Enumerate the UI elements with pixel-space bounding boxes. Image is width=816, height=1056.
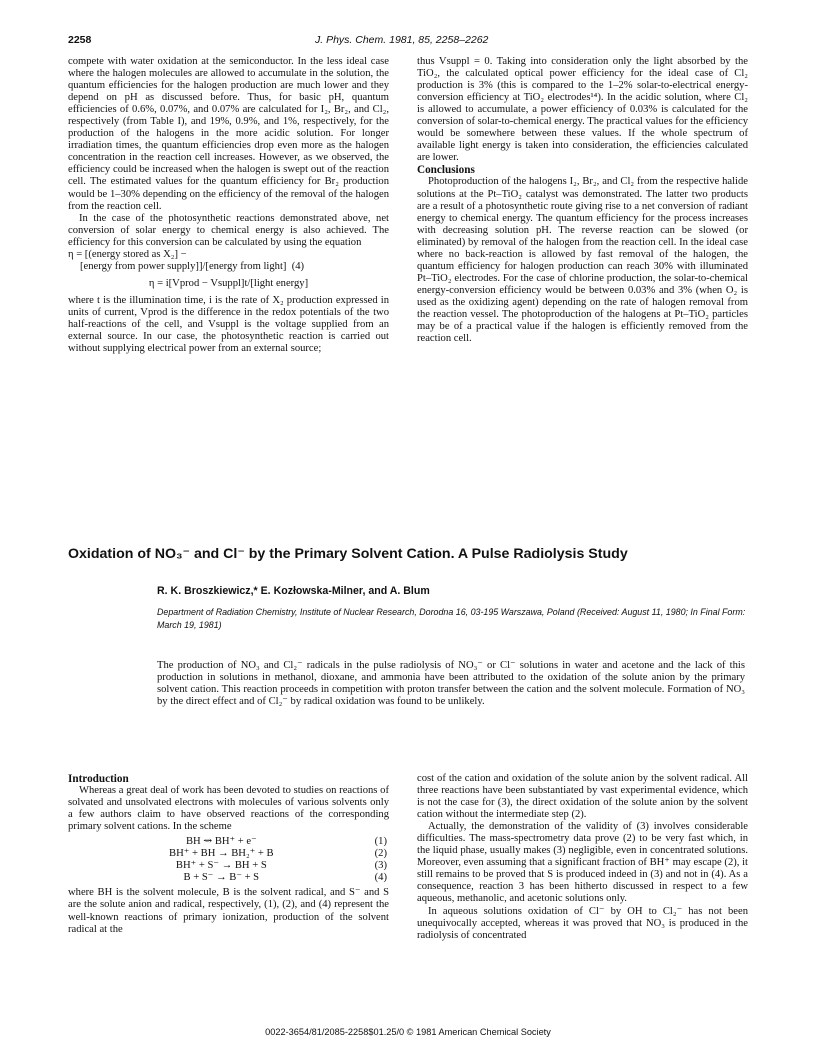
abstract: The production of NO₃ and Cl₂⁻ radicals in the pulse radiolysis of NO₃⁻ or Cl⁻ solutions in water and acetone and the lack of this production in solutions in methanol, dioxane, and ammonia have been attributed to the oxidation of the solute anion by the primary solvent cation. This reaction proceeds in competition with proton transfer between the cation and the solvent molecule. Formation of NO₃ by the direct effect and of Cl₂⁻ by radical oxidation was found to be unlikely. [157,660,745,708]
bottom-left-column [68,773,389,936]
conclusions-heading: Conclusions [417,164,475,177]
equation-4-line-2 [68,261,389,273]
paragraph: compete with water oxidation at the semiconductor. In the less ideal case where the halogen molecules are allowed to accumulate in the solution, the quantum efficiencies for the halogen production are much lower and they depend on pH as discussed before. Thus, for basic pH, quantum efficiencies of 0.6%, 0.07%, and 0.07% are calculated for I₂, Br₂, and Cl₂, respectively (from Table I), and 19%, 0.9%, and 1%, respectively, for the production of the halogens in the more acidic solution. For longer irradiation times, the quantum efficiencies drop even more as the halogen concentration in the reaction cell increases. However, as we observed, the efficiency could be increased when the halogen is swept out of the reaction cell. The estimated values for the quantum efficiency for Br₂ production would be 1–30% depending on the efficiency of the removal of the halogen from the reaction cell. [68,56,389,212]
copyright-footer: 0022-3654/81/2085-2258$01.25/0 © 1981 American Chemical Society [265,1027,551,1037]
page-number: 2258 [68,34,92,46]
paragraph: thus Vsuppl = 0. Taking into consideration only the light absorbed by the TiO₂, the calculated optical power efficiency for the ideal case of Cl₂ production is 3% (this is compared to the 1–2% solar-to-electrical energy-conversion efficiency at TiO₂ electrodes¹⁴). In the acidic solution, where Cl₂ is allowed to accumulate, a power efficiency of 0.03% is calculated for the conversion of solar-to-chemical energy. The practical values for the efficiency would be somewhere between these values. If the whole spectrum of available light energy is taken into consideration, the efficiencies calculated are lower. [417,56,748,164]
article-title: Oxidation of NO₃⁻ and Cl⁻ by the Primary Solvent Cation. A Pulse Radiolysis Study [68,546,628,562]
introduction-heading: Introduction [68,773,129,785]
equation-5: η = i[Vprod − Vsuppl]t/[light energy] [148,277,309,289]
scheme-equation-number: (4) [374,872,387,884]
paragraph: In aqueous solutions oxidation of Cl⁻ by OH to Cl₂⁻ has not been unequivocally accepted, whereas it was proved that NO₃ is produced in the radiolysis of concentrated [417,905,748,941]
journal-citation: J. Phys. Chem. 1981, 85, 2258–2262 [315,34,489,46]
scheme-equation-text: B + S⁻ → B⁻ + S [183,872,260,884]
paragraph: Photoproduction of the halogens I₂, Br₂, and Cl₂ from the respective halide solutions at the Pt–TiO₂ catalyst was demonstrated. The latter two products are a result of a photosynthetic route giving rise to a net conversion of radiant energy to chemical energy. The quantum efficiency for the process increases with decreasing solution pH. The reverse reaction can be slowed (or eliminated) by removal of the halogen from the reaction cell. In the ideal case where no back-reaction is allowed by fast removal of the halogen, the quantum efficiency for halogen production can reach 30% with illuminated Pt–TiO₂ electrodes. For the case of chlorine production, the solar-to-chemical energy-conversion efficiency would be between 0.03% and 3% (when O₂ is used as the oxidizing agent) depending on the rate of halogen removal from the reaction vessel. The photoproduction of the halogens at Pt–TiO₂ particles may be of a practical value if the halogen is efficiently removed from the reaction cell. [417,176,748,345]
top-right-column [417,56,748,345]
scheme-equation [68,860,387,872]
equation-4-text: [energy from power supply]]/[energy from light] [80,260,287,272]
scheme-equation-text: BH ⇝ BH⁺ + e⁻ [185,836,257,848]
affiliation: Department of Radiation Chemistry, Institute of Nuclear Research, Dorodna 16, 03-195 Warszawa, Poland (Received: August 11, 1980; In Final Form: March 19, 1981) [157,607,746,630]
paragraph: In the case of the photosynthetic reactions demonstrated above, net conversion of solar energy to chemical energy is also achieved. The efficiency for this conversion can be calculated by using the equation [68,212,389,248]
scheme-equation-number: (2) [374,848,387,860]
scheme-equation [68,848,387,860]
reaction-scheme [68,836,389,884]
scheme-equation [68,872,387,884]
equation-4-number: (4) [291,260,305,272]
top-left-column [68,56,389,355]
scheme-equation [68,836,387,848]
scheme-equation-number: (3) [374,860,387,872]
equation-4-line-1: η = [(energy stored as X₂] − [68,248,187,260]
scheme-equation-text: BH⁺ + S⁻ → BH + S [175,860,267,872]
paragraph: where BH is the solvent molecule, B is the solvent radical, and S⁻ and S are the solute anion and radical, respectively, (1), (2), and (4) represent the well-known reactions of primary ionization, production of the solvent radical at the [68,887,389,935]
paragraph: Whereas a great deal of work has been devoted to studies on reactions of solvated and unsolvated electrons with molecules of various solvents only a few authors claim to have observed reactions of the corresponding primary solvent cations. In the scheme [68,785,389,833]
paragraph: Actually, the demonstration of the validity of (3) involves considerable difficulties. The mass-spectrometry data prove (2) to be very fast which, in the liquid phase, usually makes (3) negligible, even in concentrated solutions. Moreover, even assuming that a significant fraction of BH⁺ may escape (2), it still remains to be proved that S is produced indeed in (3) and not in (4). As a consequence, reaction 3 has been hitherto discussed in respect to a few aqueous, methanolic, and acetonic solutions only. [417,821,748,905]
authors: R. K. Broszkiewicz,* E. Kozłowska-Milner, and A. Blum [157,585,430,597]
scheme-equation-text: BH⁺ + BH → BH₂⁺ + B [169,848,274,860]
bottom-right-column [417,773,748,942]
scheme-equation-number: (1) [374,836,387,848]
paragraph: where t is the illumination time, i is the rate of X₂ production expressed in units of current, Vprod is the difference in the redox potentials of the two half-reactions of the cell, and Vsuppl is the voltage supplied from an external source. In our case, the photosynthetic reaction is carried out without supplying electrical power from an external source; [68,294,389,355]
paragraph: cost of the cation and oxidation of the solute anion by the solvent radical. All three reactions have been substantiated by vast experimental evidence, which is not the case for (3), the direct oxidation of the solute anion by the solvent cation without the intermediate step (2). [417,773,748,821]
